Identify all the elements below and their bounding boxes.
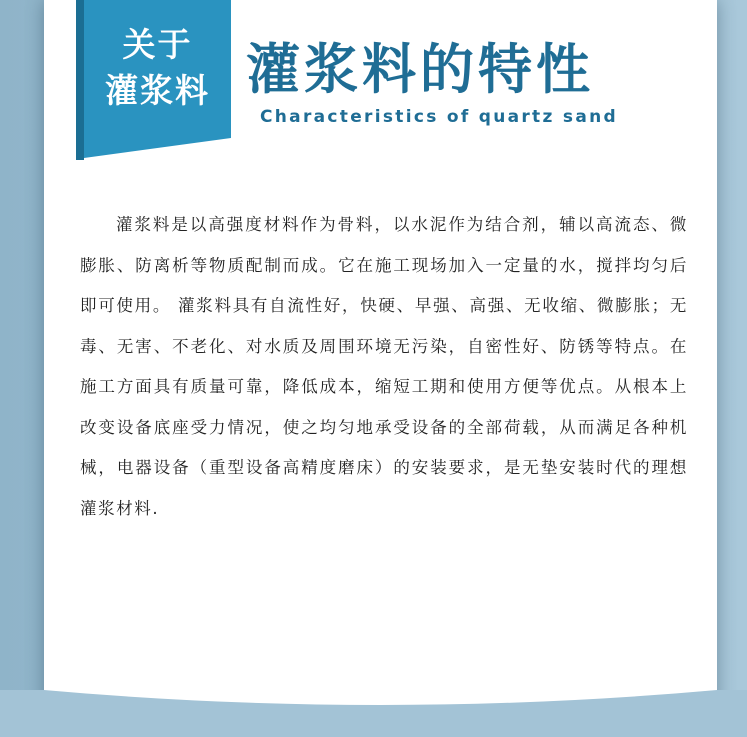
ribbon-label bbox=[84, 22, 231, 114]
page-subtitle: Characteristics of quartz sand bbox=[260, 107, 618, 127]
card-bottom-curve bbox=[0, 690, 747, 737]
body-paragraph: 灌浆料是以高强度材料作为骨料，以水泥作为结合剂，辅以高流态、微膨胀、防离析等物质配制而成。它在施工现场加入一定量的水，搅拌均匀后即可使用。 灌浆料具有自流性好，快硬、早强、高强、无收缩、微膨胀；无毒、无害、不老化、对水质及周围环境无污染，自密性好、防锈等特点。在施工方面具有质量可靠，降低成本，缩短工期和使用方便等优点。从根本上改变设备底座受力情况，使之均匀地承受设备的全部荷载，从而满足各种机械，电器设备（重型设备高精度磨床）的安装要求，是无垫安装时代的理想灌浆材料. bbox=[80, 215, 688, 518]
ribbon-fold bbox=[76, 0, 84, 160]
page-title: 灌浆料的特性 bbox=[246, 38, 594, 101]
ribbon-line-1: 关于 bbox=[122, 25, 193, 64]
ribbon-line-2: 灌浆料 bbox=[105, 71, 210, 110]
